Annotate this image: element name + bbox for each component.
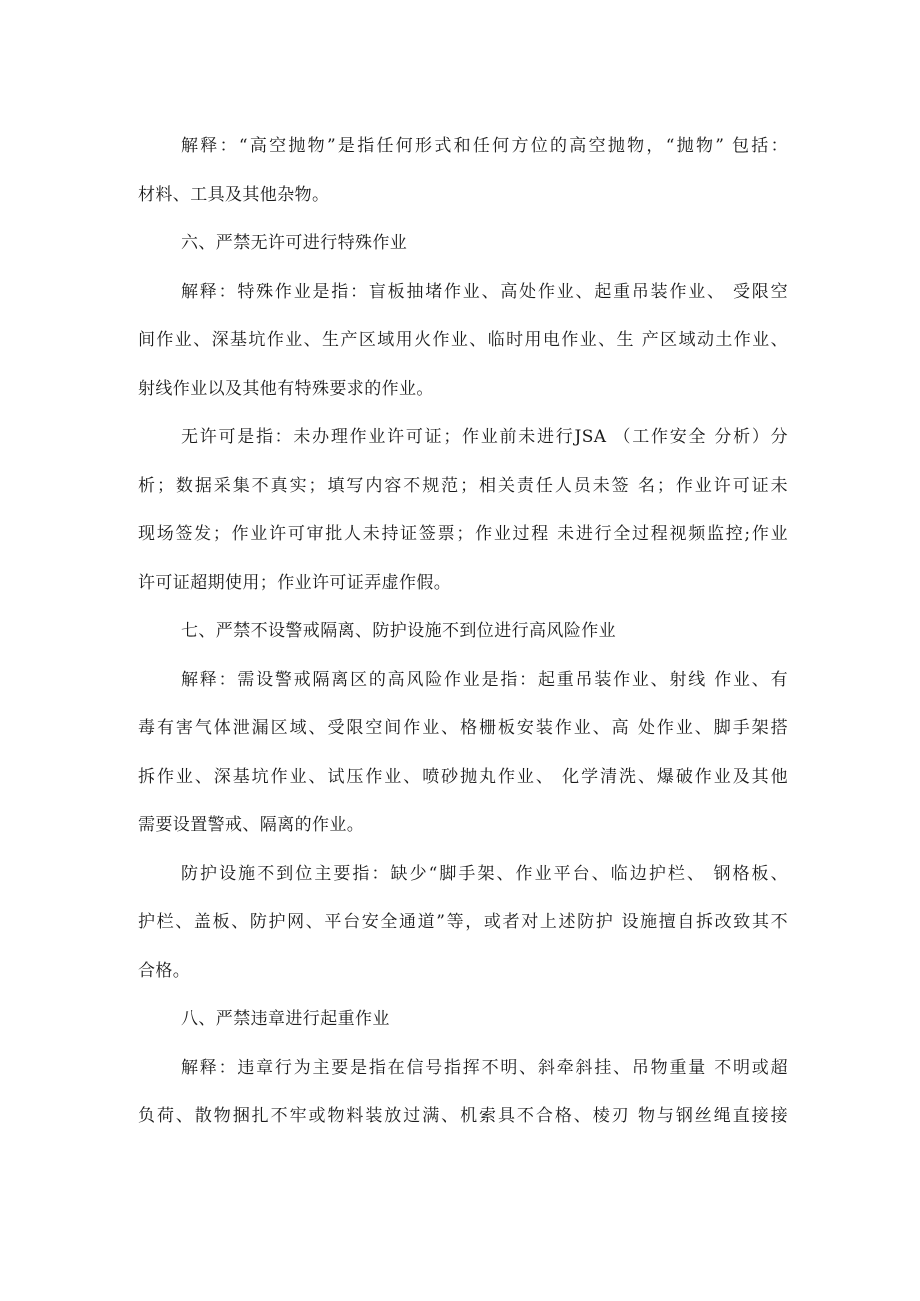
heading-section-seven [138,607,788,656]
text-line: 防护设施不到位主要指：缺少“脚手架、作业平台、临边护栏、 钢格板、 [181,863,788,884]
text-line: 拆作业、深基坑作业、试压作业、喷砂抛丸作业、 化学清洗、爆破作业及其他 [138,766,788,787]
text-line: 毒有害气体泄漏区域、受限空间作业、格栅板安装作业、高 处作业、脚手架搭 [138,718,788,738]
paragraph-no-permit-definition [138,413,788,607]
heading-section-six [138,219,788,268]
text-line: 射线作业以及其他有特殊要求的作业。 [138,378,434,399]
section-heading: 六、严禁无许可进行特殊作业 [181,233,408,253]
text-line: 材料、工具及其他杂物。 [138,184,330,205]
text-line: 析；数据采集不真实；填写内容不规范；相关责任人员未签 名；作业许可证未 [138,475,788,496]
text-line: 负荷、散物捆扎不牢或物料装放过满、机索具不合格、棱刃 物与钢丝绳直接接 [138,1106,788,1126]
text-line: 需要设置警戒、隔离的作业。 [138,815,365,835]
text-line: 合格。 [138,960,191,981]
section-heading: 七、严禁不设警戒隔离、防护设施不到位进行高风险作业 [181,621,616,641]
text-line: 解释：“高空抛物”是指任何形式和任何方位的高空抛物，“抛物” 包括： [181,136,788,156]
text-line: 护栏、盖板、防护网、平台安全通道”等，或者对上述防护 设施擅自拆改致其不 [138,912,788,932]
paragraph-protection-facilities [138,850,788,996]
text-line: 无许可是指：未办理作业许可证；作业前未进行JSA （工作安全 分析）分 [181,427,788,447]
text-line: 间作业、深基坑作业、生产区域用火作业、临时用电作业、生 产区域动土作业、 [138,330,788,350]
heading-section-eight [138,995,788,1044]
paragraph-lifting-violation [138,1044,788,1141]
paragraph-high-altitude-explanation [138,122,788,219]
section-heading: 八、严禁违章进行起重作业 [181,1009,390,1029]
text-line: 解释：需设警戒隔离区的高风险作业是指：起重吊装作业、射线 作业、有 [181,669,788,690]
paragraph-isolation-explanation [138,656,788,850]
paragraph-special-work-explanation [138,268,788,414]
text-line: 解释：违章行为主要是指在信号指挥不明、斜牵斜挂、吊物重量 不明或超 [181,1057,788,1078]
text-line: 解释：特殊作业是指：盲板抽堵作业、高处作业、起重吊装作业、 受限空 [181,281,788,302]
text-line: 许可证超期使用；作业许可证弄虚作假。 [138,572,452,593]
text-line: 现场签发；作业许可审批人未持证签票；作业过程 未进行全过程视频监控;作业 [138,524,788,544]
